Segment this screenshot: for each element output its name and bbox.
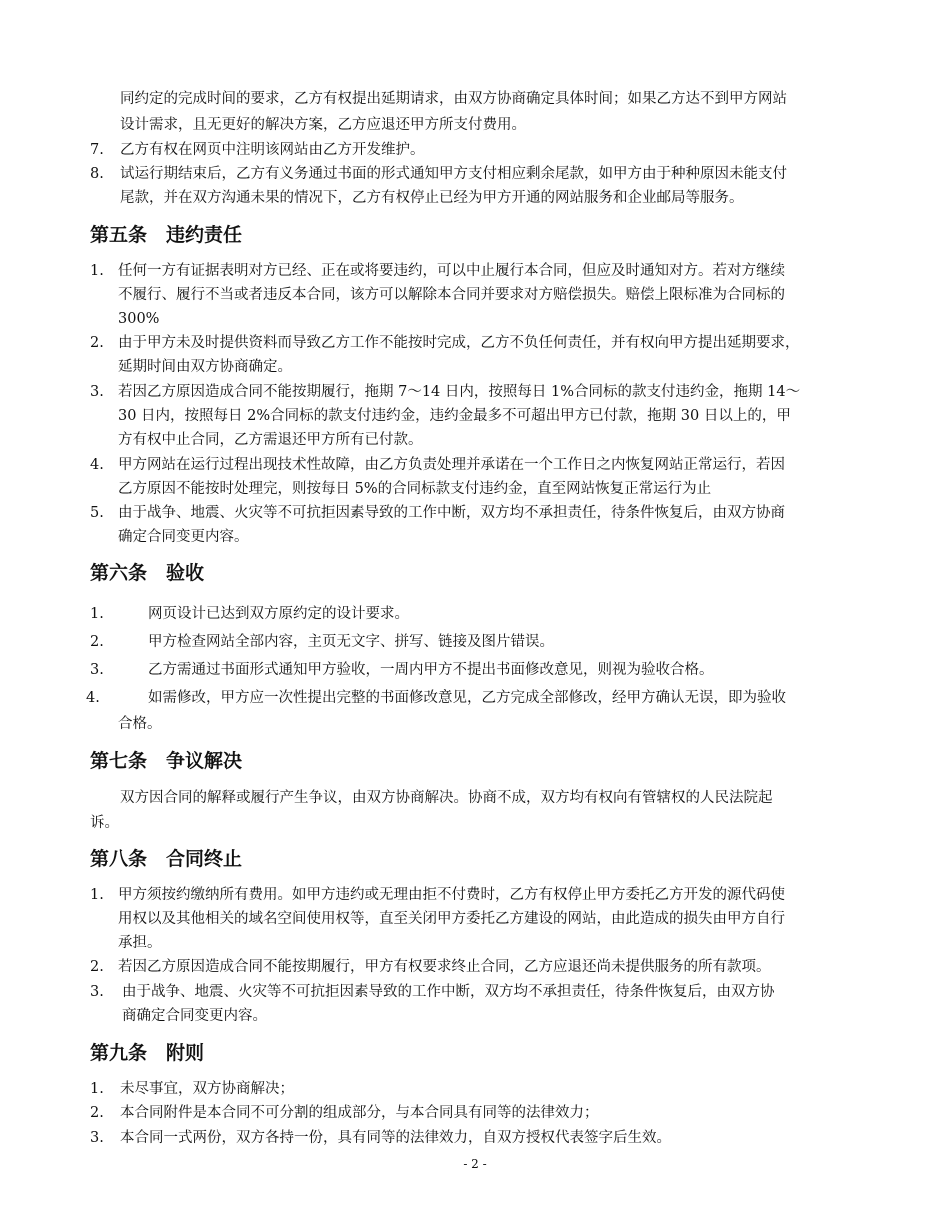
body-text-line: 诉。 [90,815,119,831]
list-item-text: 甲方须按约缴纳所有费用。如甲方违约或无理由拒不付费时，乙方有权停止甲方委托乙方开发的源代码使 [118,887,785,903]
section-heading: 第八条 合同终止 [90,848,243,870]
list-number: 3. [90,1130,104,1146]
list-item-text: 试运行期结束后，乙方有义务通过书面的形式通知甲方支付相应剩余尾款，如甲方由于种种原因未能支付 [120,166,787,182]
list-item-text: 任何一方有证据表明对方已经、正在或将要违约，可以中止履行本合同，但应及时通知对方。若对方继续 [118,263,785,279]
list-number: 2. [90,634,104,650]
list-number: 1. [90,606,104,622]
list-item-text: 由于战争、地震、火灾等不可抗拒因素导致的工作中断，双方均不承担责任，待条件恢复后，由双方协 [122,984,775,1000]
list-item-text: 乙方有权在网页中注明该网站由乙方开发维护。 [120,142,425,158]
list-item-text: 商确定合同变更内容。 [122,1008,267,1024]
body-text-line: 同约定的完成时间的要求，乙方有权提出延期请求，由双方协商确定具体时间；如果乙方达不到甲方网站 [120,91,787,107]
list-item-text: 不履行、履行不当或者违反本合同，该方可以解除本合同并要求对方赔偿损失。赔偿上限标准为合同标的 [118,287,785,303]
list-item-text: 乙方原因不能按时处理完，则按每日 5%的合同标款支付违约金，直至网站恢复正常运行为止 [118,481,712,497]
list-number: 3. [90,384,104,400]
section-heading: 第七条 争议解决 [90,750,243,772]
section-heading: 第五条 违约责任 [90,224,243,246]
list-item-text: 30 日内，按照每日 2%合同标的款支付违约金，违约金最多不可超出甲方已付款，拖期 30 日以上的，甲 [118,408,791,424]
list-number: 3. [90,662,104,678]
section-heading: 第六条 验收 [90,562,205,584]
list-item-text: 本合同附件是本合同不可分割的组成部分，与本合同具有同等的法律效力； [120,1105,599,1121]
body-text-line: 双方因合同的解释或履行产生争议，由双方协商解决。协商不成，双方均有权向有管辖权的人民法院起 [120,790,773,806]
list-number: 1. [90,263,104,279]
list-item-text: 尾款，并在双方沟通未果的情况下，乙方有权停止已经为甲方开通的网站服务和企业邮局等服务。 [120,190,744,206]
list-item-text: 如需修改，甲方应一次性提出完整的书面修改意见，乙方完成全部修改，经甲方确认无误，即为验收 [148,690,786,706]
list-number: 2. [90,959,104,975]
list-number: 1. [90,887,104,903]
list-number: 4. [90,457,104,473]
list-number: 2. [90,335,104,351]
list-item-text: 延期时间由双方协商确定。 [118,359,292,375]
section-heading: 第九条 附则 [90,1042,205,1064]
list-item-text: 甲方网站在运行过程出现技术性故障，由乙方负责处理并承诺在一个工作日之内恢复网站正常运行，若因 [118,457,785,473]
list-item-text: 合格。 [118,716,162,732]
list-item-text: 方有权中止合同，乙方需退还甲方所有已付款。 [118,432,423,448]
body-text-line: 设计需求，且无更好的解决方案，乙方应退还甲方所支付费用。 [120,117,526,133]
list-item-text: 本合同一式两份，双方各持一份，具有同等的法律效力，自双方授权代表签字后生效。 [120,1130,671,1146]
list-item-text: 网页设计已达到双方原约定的设计要求。 [148,606,409,622]
list-item-text: 甲方检查网站全部内容，主页无文字、拼写、链接及图片错误。 [148,634,554,650]
list-number: 8. [90,166,104,182]
list-item-text: 用权以及其他相关的域名空间使用权等，直至关闭甲方委托乙方建设的网站，由此造成的损失由甲方自行 [118,911,785,927]
list-number: 3. [90,984,104,1000]
list-item-text: 若因乙方原因造成合同不能按期履行，甲方有权要求终止合同，乙方应退还尚未提供服务的所有款项。 [118,959,771,975]
list-number: 7. [90,142,104,158]
list-number: 5. [90,505,104,521]
list-number: 4. [86,690,100,706]
list-item-text: 承担。 [118,935,162,951]
list-item-text: 乙方需通过书面形式通知甲方验收，一周内甲方不提出书面修改意见，则视为验收合格。 [148,662,714,678]
list-item-text: 由于战争、地震、火灾等不可抗拒因素导致的工作中断，双方均不承担责任，待条件恢复后，由双方协商 [118,505,785,521]
page-number: - 2 - [463,1157,487,1171]
list-number: 2. [90,1105,104,1121]
list-item-text: 300% [118,311,160,327]
list-item-text: 确定合同变更内容。 [118,529,249,545]
list-item-text: 由于甲方未及时提供资料而导致乙方工作不能按时完成，乙方不负任何责任，并有权向甲方提出延期要求， [118,335,800,351]
list-item-text: 若因乙方原因造成合同不能按期履行，拖期 7～14 日内，按照每日 1%合同标的款支付违约金，拖期 14～ [118,384,801,400]
list-item-text: 未尽事宜，双方协商解决； [120,1081,294,1097]
list-number: 1. [90,1081,104,1097]
